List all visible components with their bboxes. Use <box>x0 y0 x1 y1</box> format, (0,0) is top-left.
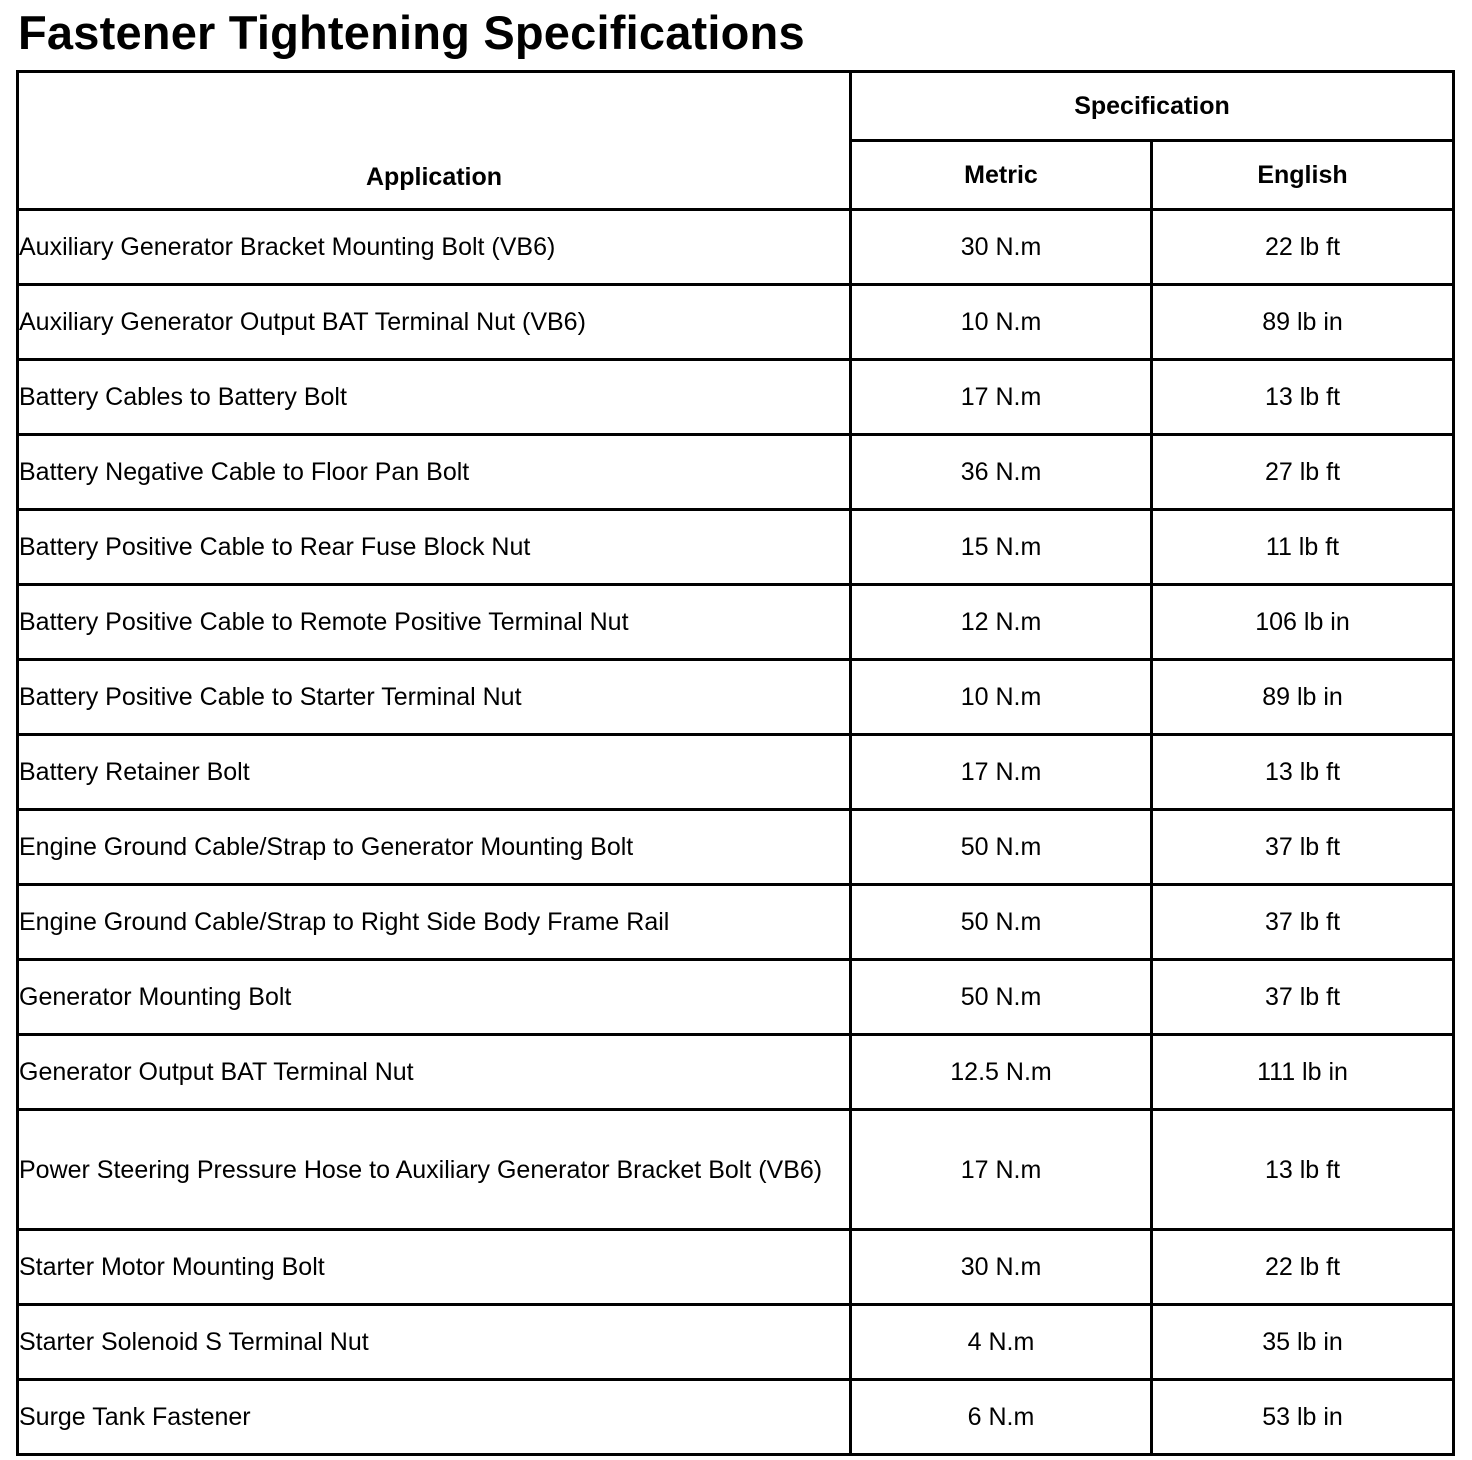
table-row <box>18 660 1454 735</box>
english-cell: 13 lb ft <box>1152 360 1454 435</box>
application-cell: Engine Ground Cable/Strap to Right Side Body Frame Rail <box>18 885 851 960</box>
english-cell: 22 lb ft <box>1152 1230 1454 1305</box>
application-cell: Auxiliary Generator Output BAT Terminal Nut (VB6) <box>18 285 851 360</box>
metric-cell: 50 N.m <box>851 960 1152 1035</box>
english-cell: 13 lb ft <box>1152 1110 1454 1230</box>
application-cell: Engine Ground Cable/Strap to Generator Mounting Bolt <box>18 810 851 885</box>
application-cell: Battery Positive Cable to Remote Positive Terminal Nut <box>18 585 851 660</box>
table-row <box>18 810 1454 885</box>
table-row <box>18 1035 1454 1110</box>
application-header: Application <box>18 72 851 210</box>
english-cell: 11 lb ft <box>1152 510 1454 585</box>
metric-cell: 50 N.m <box>851 810 1152 885</box>
english-cell: 89 lb in <box>1152 660 1454 735</box>
english-cell: 22 lb ft <box>1152 210 1454 285</box>
application-cell: Battery Retainer Bolt <box>18 735 851 810</box>
page-title: Fastener Tightening Specifications <box>18 6 805 59</box>
metric-cell: 10 N.m <box>851 285 1152 360</box>
spec-table-body <box>18 210 1454 1455</box>
table-row <box>18 210 1454 285</box>
table-row <box>18 360 1454 435</box>
spec-table <box>16 70 1455 1456</box>
english-cell: 111 lb in <box>1152 1035 1454 1110</box>
table-row <box>18 885 1454 960</box>
application-cell: Battery Cables to Battery Bolt <box>18 360 851 435</box>
metric-cell: 17 N.m <box>851 735 1152 810</box>
metric-cell: 17 N.m <box>851 1110 1152 1230</box>
metric-cell: 30 N.m <box>851 210 1152 285</box>
metric-cell: 4 N.m <box>851 1305 1152 1380</box>
english-cell: 89 lb in <box>1152 285 1454 360</box>
metric-cell: 12.5 N.m <box>851 1035 1152 1110</box>
english-cell: 35 lb in <box>1152 1305 1454 1380</box>
application-cell: Starter Motor Mounting Bolt <box>18 1230 851 1305</box>
application-cell: Surge Tank Fastener <box>18 1380 851 1455</box>
application-cell: Battery Negative Cable to Floor Pan Bolt <box>18 435 851 510</box>
english-cell: 37 lb ft <box>1152 960 1454 1035</box>
metric-header: Metric <box>851 141 1152 210</box>
specification-header: Specification <box>851 72 1454 141</box>
metric-cell: 17 N.m <box>851 360 1152 435</box>
metric-cell: 10 N.m <box>851 660 1152 735</box>
metric-cell: 30 N.m <box>851 1230 1152 1305</box>
table-row <box>18 1380 1454 1455</box>
header-row <box>18 72 1454 141</box>
metric-cell: 12 N.m <box>851 585 1152 660</box>
table-row <box>18 1110 1454 1230</box>
application-cell: Battery Positive Cable to Rear Fuse Block Nut <box>18 510 851 585</box>
metric-cell: 36 N.m <box>851 435 1152 510</box>
table-row <box>18 435 1454 510</box>
application-cell: Battery Positive Cable to Starter Terminal Nut <box>18 660 851 735</box>
application-cell: Starter Solenoid S Terminal Nut <box>18 1305 851 1380</box>
table-row <box>18 1305 1454 1380</box>
table-row <box>18 585 1454 660</box>
table-row <box>18 735 1454 810</box>
application-cell: Power Steering Pressure Hose to Auxiliary Generator Bracket Bolt (VB6) <box>18 1110 851 1230</box>
english-cell: 53 lb in <box>1152 1380 1454 1455</box>
application-cell: Generator Output BAT Terminal Nut <box>18 1035 851 1110</box>
english-cell: 13 lb ft <box>1152 735 1454 810</box>
table-row <box>18 960 1454 1035</box>
application-cell: Generator Mounting Bolt <box>18 960 851 1035</box>
english-cell: 27 lb ft <box>1152 435 1454 510</box>
table-row <box>18 510 1454 585</box>
english-cell: 106 lb in <box>1152 585 1454 660</box>
metric-cell: 6 N.m <box>851 1380 1152 1455</box>
application-cell: Auxiliary Generator Bracket Mounting Bolt (VB6) <box>18 210 851 285</box>
english-cell: 37 lb ft <box>1152 885 1454 960</box>
table-row <box>18 1230 1454 1305</box>
metric-cell: 50 N.m <box>851 885 1152 960</box>
english-header: English <box>1152 141 1454 210</box>
table-row <box>18 285 1454 360</box>
metric-cell: 15 N.m <box>851 510 1152 585</box>
english-cell: 37 lb ft <box>1152 810 1454 885</box>
